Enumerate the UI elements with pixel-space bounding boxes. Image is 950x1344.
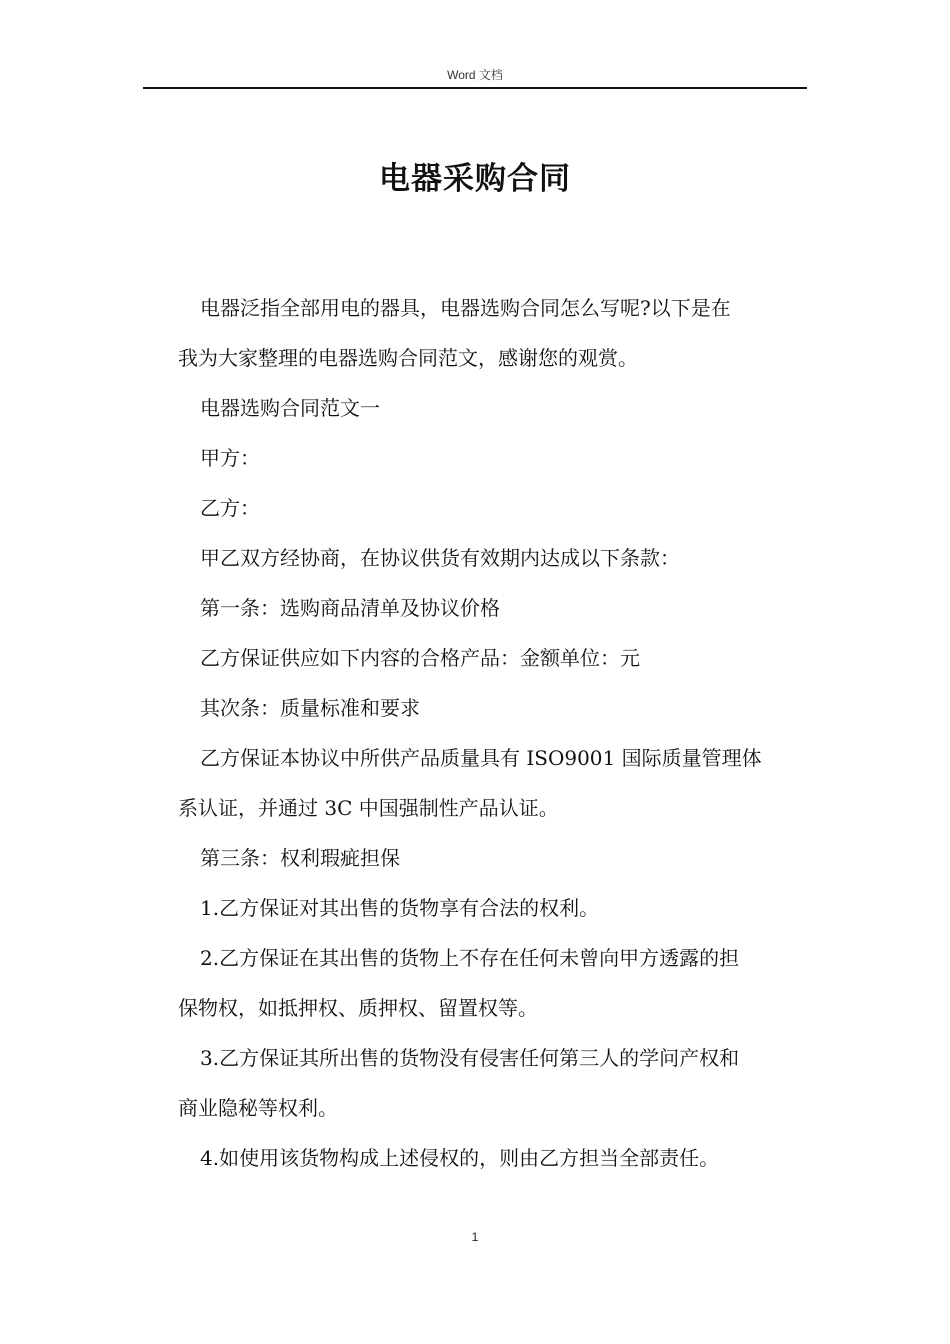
document-title: 电器采购合同 [379,161,571,197]
paragraph-line: 系认证，并通过 3C 中国强制性产品认证。 [178,796,559,820]
body-paragraph [178,883,800,933]
body-paragraph [178,483,800,533]
body-paragraph [178,633,800,683]
paragraph-line: 保物权，如抵押权、质押权、留置权等。 [178,996,538,1020]
body-paragraph [178,1133,800,1183]
body-paragraph [178,1033,800,1133]
paragraph-line: 第一条：选购商品清单及协议价格 [200,596,500,620]
body-paragraph [178,383,800,433]
body-paragraph [178,583,800,633]
paragraph-line: 乙方保证供应如下内容的合格产品：金额单位：元 [200,646,640,670]
body-paragraph [178,683,800,733]
paragraph-line: 我为大家整理的电器选购合同范文，感谢您的观赏。 [178,346,638,370]
paragraph-line: 甲乙双方经协商，在协议供货有效期内达成以下条款： [200,546,680,570]
body-paragraph [178,533,800,583]
header-divider [143,87,807,89]
paragraph-line: 其次条：质量标准和要求 [200,696,420,720]
body-paragraph [178,283,800,383]
page-number: 1 [471,1230,479,1244]
body-paragraph [178,833,800,883]
page-header-label: Word 文档 [447,68,503,82]
body-paragraph [178,733,800,833]
paragraph-line: 4.如使用该货物构成上述侵权的，则由乙方担当全部责任。 [200,1146,720,1170]
body-paragraph [178,933,800,1033]
paragraph-line: 乙方： [200,496,260,520]
paragraph-line: 第三条：权利瑕疵担保 [200,846,400,870]
paragraph-line: 1.乙方保证对其出售的货物享有合法的权利。 [200,896,600,920]
paragraph-line: 电器选购合同范文一 [200,396,380,420]
paragraph-line: 乙方保证本协议中所供产品质量具有 ISO9001 国际质量管理体 [200,746,762,770]
paragraph-line: 商业隐秘等权利。 [178,1096,338,1120]
body-paragraph [178,433,800,483]
paragraph-line: 电器泛指全部用电的器具，电器选购合同怎么写呢?以下是在 [200,296,731,320]
paragraph-line: 2.乙方保证在其出售的货物上不存在任何未曾向甲方透露的担 [200,946,740,970]
paragraph-line: 3.乙方保证其所出售的货物没有侵害任何第三人的学问产权和 [200,1046,740,1070]
document-body [178,283,800,1183]
paragraph-line: 甲方： [200,446,260,470]
